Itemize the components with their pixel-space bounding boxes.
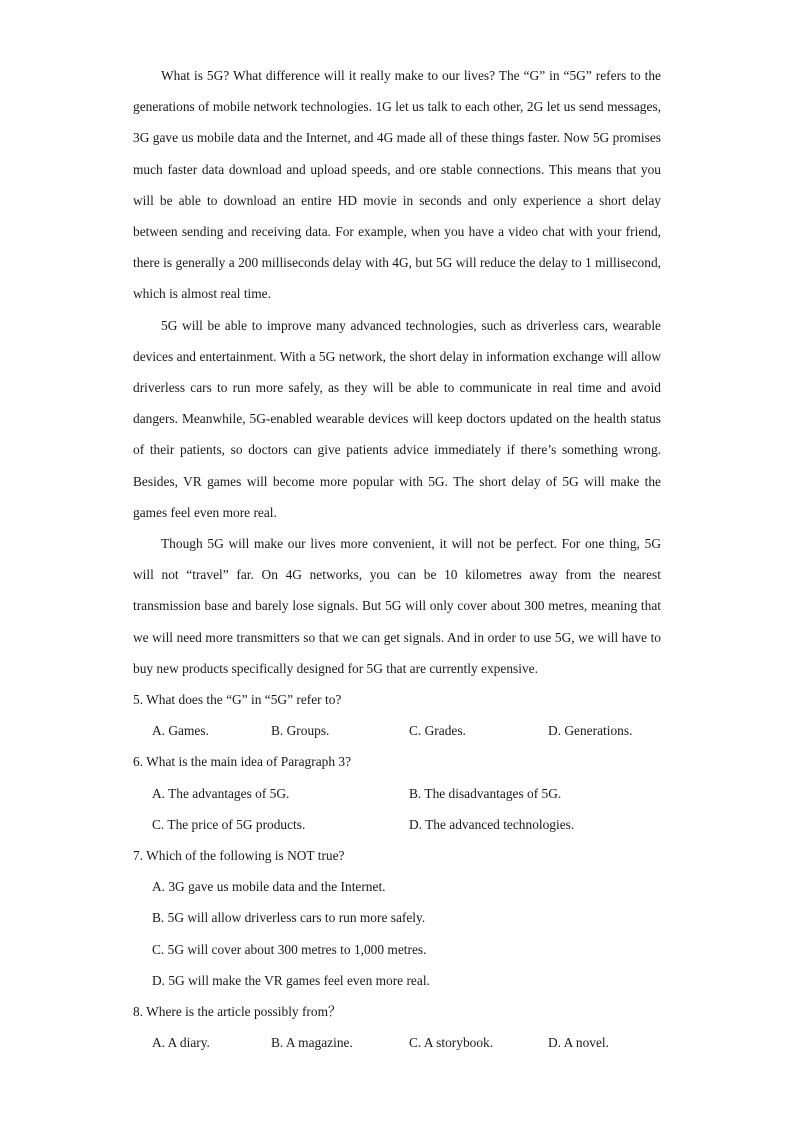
answer-options	[133, 871, 661, 996]
passage-paragraph-3: Though 5G will make our lives more convenient, it will not be perfect. For one thing, 5G will not “travel” far. On 4G networks, you can be 10 kilometres away from the nearest transmission base and barely lose signals. But 5G will only cover about 300 metres, meaning that we will need more transmitters so that we can get signals. And in order to use 5G, we will have to buy new products specifically designed for 5G that are currently expensive.	[133, 536, 661, 676]
option-c: C. A storybook.	[409, 1035, 494, 1051]
option-c: C. The price of 5G products.	[152, 816, 306, 832]
option-d: D. A novel.	[548, 1035, 610, 1051]
answer-options	[133, 715, 661, 746]
question-6	[133, 746, 661, 840]
question-5	[133, 684, 661, 746]
exam-page	[133, 60, 661, 1059]
option-c: C. 5G will cover about 300 metres to 1,000 metres.	[152, 941, 427, 957]
option-a: A. 3G gave us mobile data and the Internet.	[152, 879, 386, 895]
option-a: A. The advantages of 5G.	[152, 785, 290, 801]
question-stem: 6. What is the main idea of Paragraph 3?	[133, 754, 352, 770]
passage-paragraph-1: What is 5G? What difference will it really make to our lives? The “G” in “5G” refers to the generations of mobile network technologies. 1G let us talk to each other, 2G let us send messages, 3G gave us mobile data and the Internet, and 4G made all of these things faster. Now 5G promises much faster data download and upload speeds, and ore stable connections. This means that you will be able to download an entire HD movie in seconds and only experience a short delay between sending and receiving data. For example, when you have a video chat with your friend, there is generally a 200 milliseconds delay with 4G, but 5G will reduce the delay to 1 millisecond, which is almost real time.	[133, 68, 661, 302]
answer-options	[133, 1027, 661, 1058]
option-b: B. Groups.	[271, 723, 330, 739]
question-stem: 5. What does the “G” in “5G” refer to?	[133, 692, 342, 708]
answer-options	[133, 778, 661, 840]
option-b: B. The disadvantages of 5G.	[409, 785, 562, 801]
question-stem: 7. Which of the following is NOT true?	[133, 848, 345, 864]
option-d: D. The advanced technologies.	[409, 816, 575, 832]
question-8	[133, 996, 661, 1058]
option-b: B. A magazine.	[271, 1035, 353, 1051]
option-b: B. 5G will allow driverless cars to run more safely.	[152, 910, 426, 926]
option-d: D. Generations.	[548, 723, 633, 739]
reading-passage	[133, 60, 661, 684]
question-stem: 8. Where is the article possibly from？	[133, 1004, 342, 1020]
option-d: D. 5G will make the VR games feel even more real.	[152, 972, 430, 988]
question-7	[133, 840, 661, 996]
passage-paragraph-2: 5G will be able to improve many advanced technologies, such as driverless cars, wearable devices and entertainment. With a 5G network, the short delay in information exchange will allow driverless cars to run more safely, as they will be able to communicate in real time and avoid dangers. Meanwhile, 5G-enabled wearable devices will keep doctors updated on the health status of their patients, so doctors can give patients advice immediately if there’s something wrong. Besides, VR games will become more popular with 5G. The short delay of 5G will make the games feel even more real.	[133, 317, 661, 520]
option-a: A. Games.	[152, 723, 209, 739]
option-a: A. A diary.	[152, 1035, 210, 1051]
option-c: C. Grades.	[409, 723, 466, 739]
